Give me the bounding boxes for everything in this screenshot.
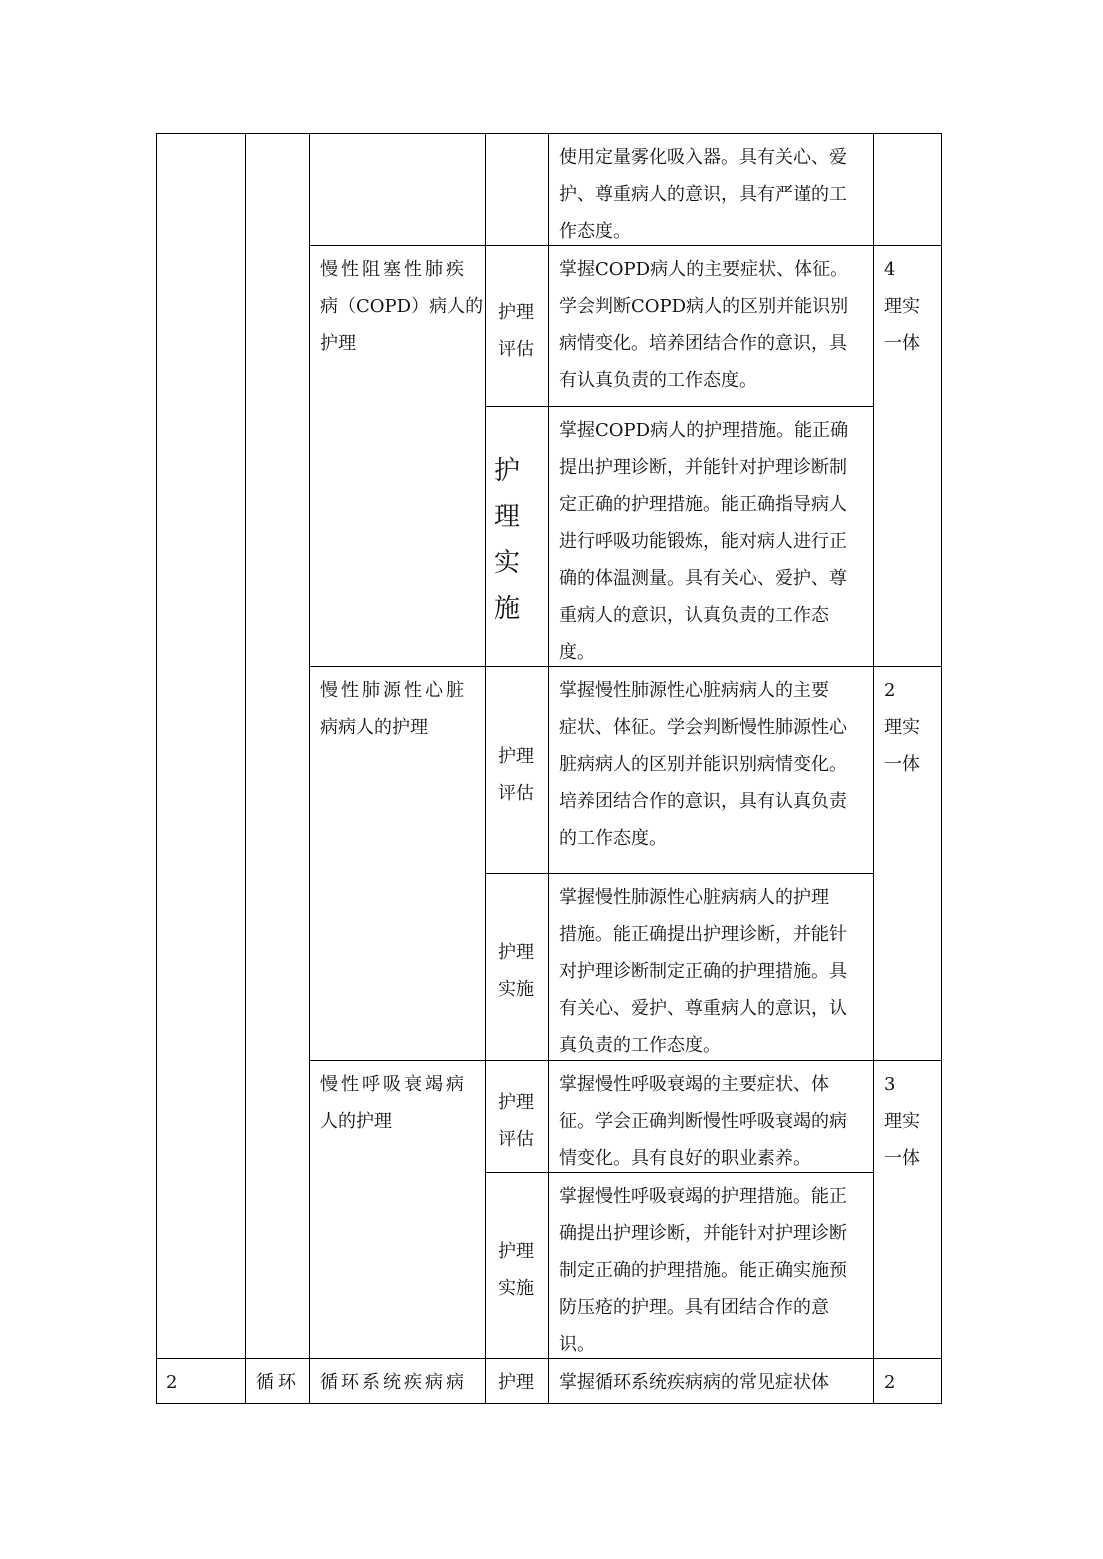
stage-label: 护理	[498, 302, 534, 323]
content-line: 制定正确的护理措施。能正确实施预	[559, 1260, 847, 1281]
mode-value: 一体	[884, 333, 920, 354]
content-line: 培养团结合作的意识，具有认真负责	[559, 791, 847, 812]
content-line: 确的体温测量。具有关心、爱护、尊	[559, 568, 847, 589]
topic-line: 慢性呼吸衰竭病	[320, 1074, 467, 1095]
mode-value: 理实	[884, 717, 920, 738]
content-line: 防压疮的护理。具有团结合作的意	[559, 1297, 829, 1318]
topic-line: 循环系统疾病病	[320, 1372, 467, 1393]
content-line: 掌握慢性呼吸衰竭的主要症状、体	[559, 1074, 829, 1095]
content-line: 掌握循环系统疾病病的常见症状体	[559, 1372, 829, 1393]
topic-line: 病（COPD）病人的	[320, 296, 484, 317]
system-name: 循环	[256, 1372, 300, 1393]
grid-line	[873, 133, 874, 1404]
topic-line: 慢性阻塞性肺疾	[320, 259, 467, 280]
hours-value: 2	[884, 1372, 896, 1393]
stage-label: 评估	[498, 339, 534, 360]
stage-label: 护理	[498, 746, 534, 767]
grid-line	[941, 133, 942, 1404]
topic-line: 病病人的护理	[320, 717, 428, 738]
content-line: 情变化。具有良好的职业素养。	[559, 1148, 811, 1169]
topic-line: 人的护理	[320, 1111, 392, 1132]
stage-label: 施	[494, 594, 521, 624]
content-line: 掌握慢性肺源性心脏病病人的主要	[559, 680, 829, 701]
mode-value: 一体	[884, 754, 920, 775]
content-line: 真负责的工作态度。	[559, 1035, 721, 1056]
stage-label: 评估	[498, 783, 534, 804]
stage-label: 护理	[498, 1241, 534, 1262]
grid-line	[485, 133, 486, 1404]
grid-line	[156, 133, 157, 1404]
content-line: 掌握COPD病人的主要症状、体征。	[559, 259, 849, 280]
row-number: 2	[166, 1372, 178, 1393]
stage-label: 理	[494, 502, 521, 532]
content-line: 病情变化。培养团结合作的意识，具	[559, 333, 847, 354]
content-line: 症状、体征。学会判断慢性肺源性心	[559, 717, 847, 738]
grid-line	[548, 133, 549, 1404]
content-line: 度。	[559, 642, 595, 663]
grid-line	[156, 133, 942, 134]
content-line: 识。	[559, 1334, 595, 1355]
content-line: 使用定量雾化吸入器。具有关心、爱	[559, 147, 847, 168]
stage-label: 实施	[498, 979, 534, 1000]
mode-value: 一体	[884, 1148, 920, 1169]
hours-value: 2	[884, 680, 896, 701]
mode-value: 理实	[884, 1111, 920, 1132]
hours-value: 4	[884, 259, 896, 280]
grid-line	[309, 666, 942, 667]
stage-label: 护理	[498, 1372, 534, 1393]
content-line: 重病人的意识，认真负责的工作态	[559, 605, 829, 626]
content-line: 学会判断COPD病人的区别并能识别	[559, 296, 849, 317]
content-line: 的工作态度。	[559, 828, 667, 849]
stage-label: 实施	[498, 1278, 534, 1299]
grid-line	[309, 133, 310, 1404]
content-line: 进行呼吸功能锻炼，能对病人进行正	[559, 531, 847, 552]
topic-line: 慢性肺源性心脏	[320, 680, 467, 701]
content-line: 作态度。	[559, 221, 631, 242]
stage-label: 护	[494, 456, 521, 486]
stage-label: 护理	[498, 1092, 534, 1113]
content-line: 措施。能正确提出护理诊断，并能针	[559, 924, 847, 945]
grid-line	[485, 873, 874, 874]
content-line: 掌握慢性肺源性心脏病病人的护理	[559, 887, 829, 908]
stage-label: 实	[494, 548, 521, 578]
grid-line	[245, 133, 246, 1404]
grid-line	[485, 406, 874, 407]
content-line: 掌握慢性呼吸衰竭的护理措施。能正	[559, 1186, 847, 1207]
content-line: 确提出护理诊断，并能针对护理诊断	[559, 1223, 847, 1244]
content-line: 掌握COPD病人的护理措施。能正确	[559, 420, 849, 441]
content-line: 提出护理诊断，并能针对护理诊断制	[559, 457, 847, 478]
content-line: 脏病病人的区别并能识别病情变化。	[559, 754, 847, 775]
content-line: 护、尊重病人的意识，具有严谨的工	[559, 184, 847, 205]
hours-value: 3	[884, 1074, 896, 1095]
content-line: 征。学会正确判断慢性呼吸衰竭的病	[559, 1111, 847, 1132]
content-line: 有关心、爱护、尊重病人的意识，认	[559, 998, 847, 1019]
stage-label: 评估	[498, 1129, 534, 1150]
topic-line: 护理	[320, 333, 356, 354]
grid-line	[156, 1358, 942, 1359]
content-line: 定正确的护理措施。能正确指导病人	[559, 494, 847, 515]
stage-label: 护理	[498, 942, 534, 963]
content-line: 对护理诊断制定正确的护理措施。具	[559, 961, 847, 982]
mode-value: 理实	[884, 296, 920, 317]
grid-line	[156, 1403, 942, 1404]
content-line: 有认真负责的工作态度。	[559, 370, 757, 391]
